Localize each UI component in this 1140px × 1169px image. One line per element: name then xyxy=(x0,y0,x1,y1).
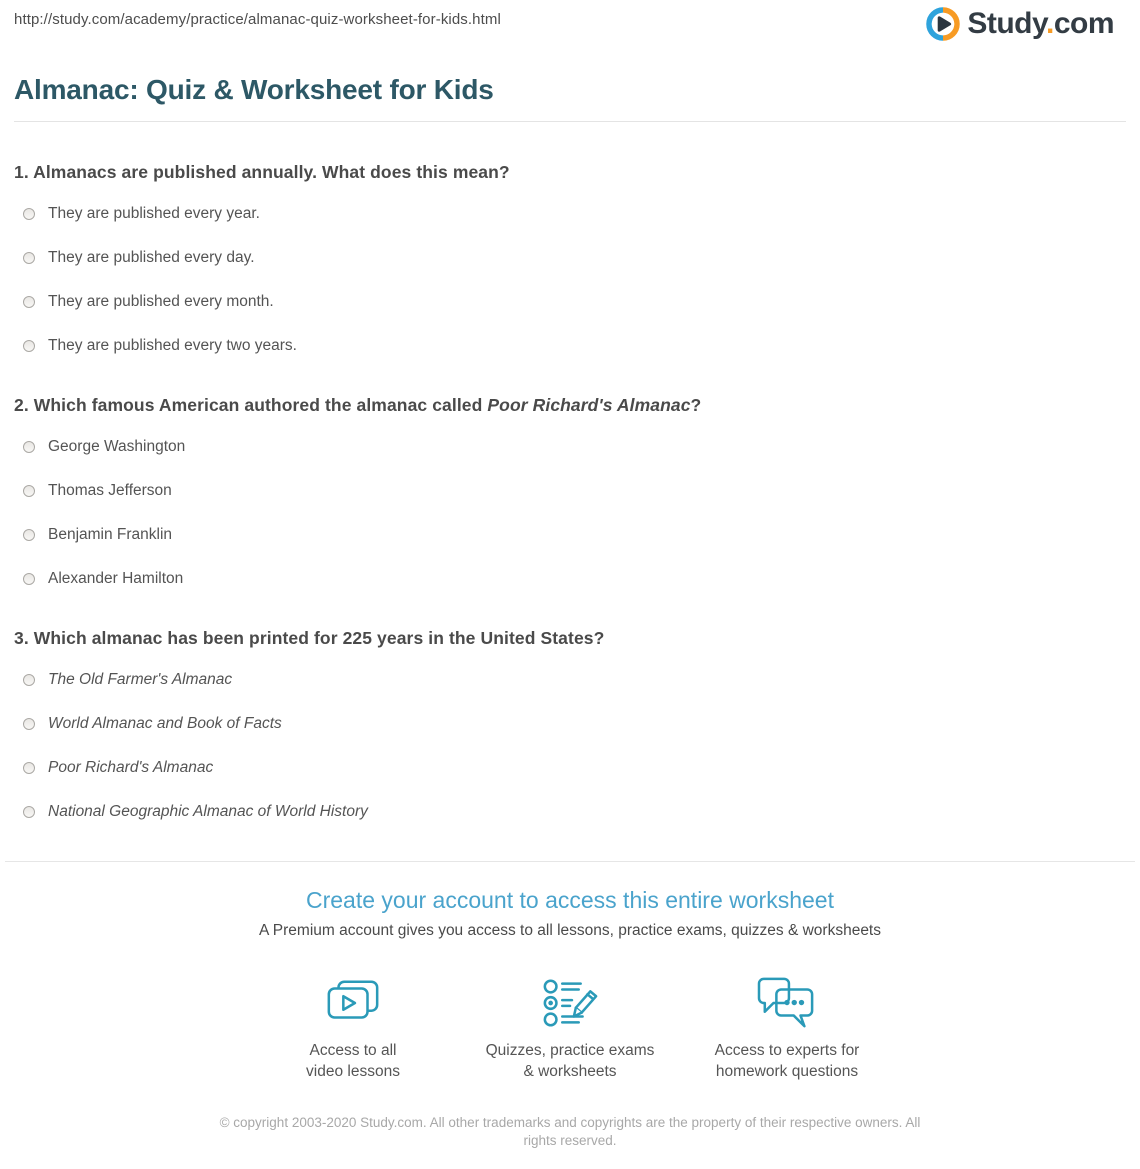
option-label[interactable]: They are published every month. xyxy=(48,293,274,310)
option-label[interactable]: The Old Farmer's Almanac xyxy=(48,671,233,688)
radio-button[interactable] xyxy=(23,252,35,264)
answer-option[interactable] xyxy=(14,526,1140,544)
answer-option[interactable] xyxy=(14,293,1140,311)
option-label[interactable]: George Washington xyxy=(48,438,186,455)
radio-button[interactable] xyxy=(23,674,35,686)
quiz-body xyxy=(14,162,1140,821)
radio-button[interactable] xyxy=(23,718,35,730)
benefit-quizzes xyxy=(462,973,679,1082)
benefit-video-lessons xyxy=(245,973,462,1082)
answer-option[interactable] xyxy=(14,570,1140,588)
logo-wordmark: Study.com xyxy=(967,7,1114,40)
answer-option[interactable] xyxy=(14,671,1140,689)
create-account-link[interactable]: Create your account to access this entire worksheet xyxy=(306,887,834,913)
option-label[interactable]: National Geographic Almanac of World History xyxy=(48,803,368,820)
answer-option[interactable] xyxy=(14,249,1140,267)
benefit-label: Access to experts for homework questions xyxy=(714,1042,860,1080)
benefit-label: Quizzes, practice exams & worksheets xyxy=(485,1042,655,1080)
quiz-worksheet-icon xyxy=(462,973,679,1033)
question-1 xyxy=(14,162,1140,355)
question-heading: 2. Which famous American authored the almanac called Poor Richard's Almanac? xyxy=(14,395,702,415)
answer-option[interactable] xyxy=(14,205,1140,223)
radio-button[interactable] xyxy=(23,208,35,220)
option-label[interactable]: Poor Richard's Almanac xyxy=(48,759,214,776)
option-label[interactable]: Benjamin Franklin xyxy=(48,526,173,543)
benefit-experts xyxy=(679,973,896,1082)
radio-button[interactable] xyxy=(23,529,35,541)
radio-button[interactable] xyxy=(23,485,35,497)
radio-button[interactable] xyxy=(23,296,35,308)
radio-button[interactable] xyxy=(23,762,35,774)
radio-button[interactable] xyxy=(23,441,35,453)
question-3 xyxy=(14,628,1140,821)
answer-option[interactable] xyxy=(14,759,1140,777)
answer-option[interactable] xyxy=(14,337,1140,355)
page-title: Almanac: Quiz & Worksheet for Kids xyxy=(14,74,494,105)
answer-option[interactable] xyxy=(14,438,1140,456)
question-heading: 3. Which almanac has been printed for 225 years in the United States? xyxy=(14,628,605,648)
answer-option[interactable] xyxy=(14,803,1140,821)
option-label[interactable]: They are published every two years. xyxy=(48,337,297,354)
copyright-notice: © copyright 2003-2020 Study.com. All other trademarks and copyrights are the property of their respective owners. All rights reserved. xyxy=(219,1115,921,1148)
radio-button[interactable] xyxy=(23,573,35,585)
question-heading: 1. Almanacs are published annually. What does this mean? xyxy=(14,162,510,182)
question-2 xyxy=(14,395,1140,588)
radio-button[interactable] xyxy=(23,806,35,818)
option-label[interactable]: Alexander Hamilton xyxy=(48,570,184,587)
logo-dot: . xyxy=(1045,7,1054,40)
option-label[interactable]: World Almanac and Book of Facts xyxy=(48,715,282,732)
page-url: http://study.com/academy/practice/almanac-quiz-worksheet-for-kids.html xyxy=(14,11,501,28)
chat-experts-icon xyxy=(679,973,896,1033)
video-lessons-icon xyxy=(245,973,462,1033)
answer-option[interactable] xyxy=(14,482,1140,500)
play-circle-icon xyxy=(926,7,960,41)
title-divider xyxy=(14,121,1126,122)
radio-button[interactable] xyxy=(23,340,35,352)
option-label[interactable]: They are published every year. xyxy=(48,205,260,222)
page-header xyxy=(0,0,1140,60)
benefit-label: Access to all video lessons xyxy=(306,1042,400,1080)
answer-option[interactable] xyxy=(14,715,1140,733)
option-label[interactable]: Thomas Jefferson xyxy=(48,482,172,499)
option-label[interactable]: They are published every day. xyxy=(48,249,255,266)
benefits-row xyxy=(0,973,1140,1082)
section-divider xyxy=(5,861,1135,862)
premium-description: A Premium account gives you access to all lessons, practice exams, quizzes & worksheets xyxy=(259,922,881,939)
cta-section xyxy=(0,887,1140,1082)
study-logo[interactable] xyxy=(926,7,1114,41)
